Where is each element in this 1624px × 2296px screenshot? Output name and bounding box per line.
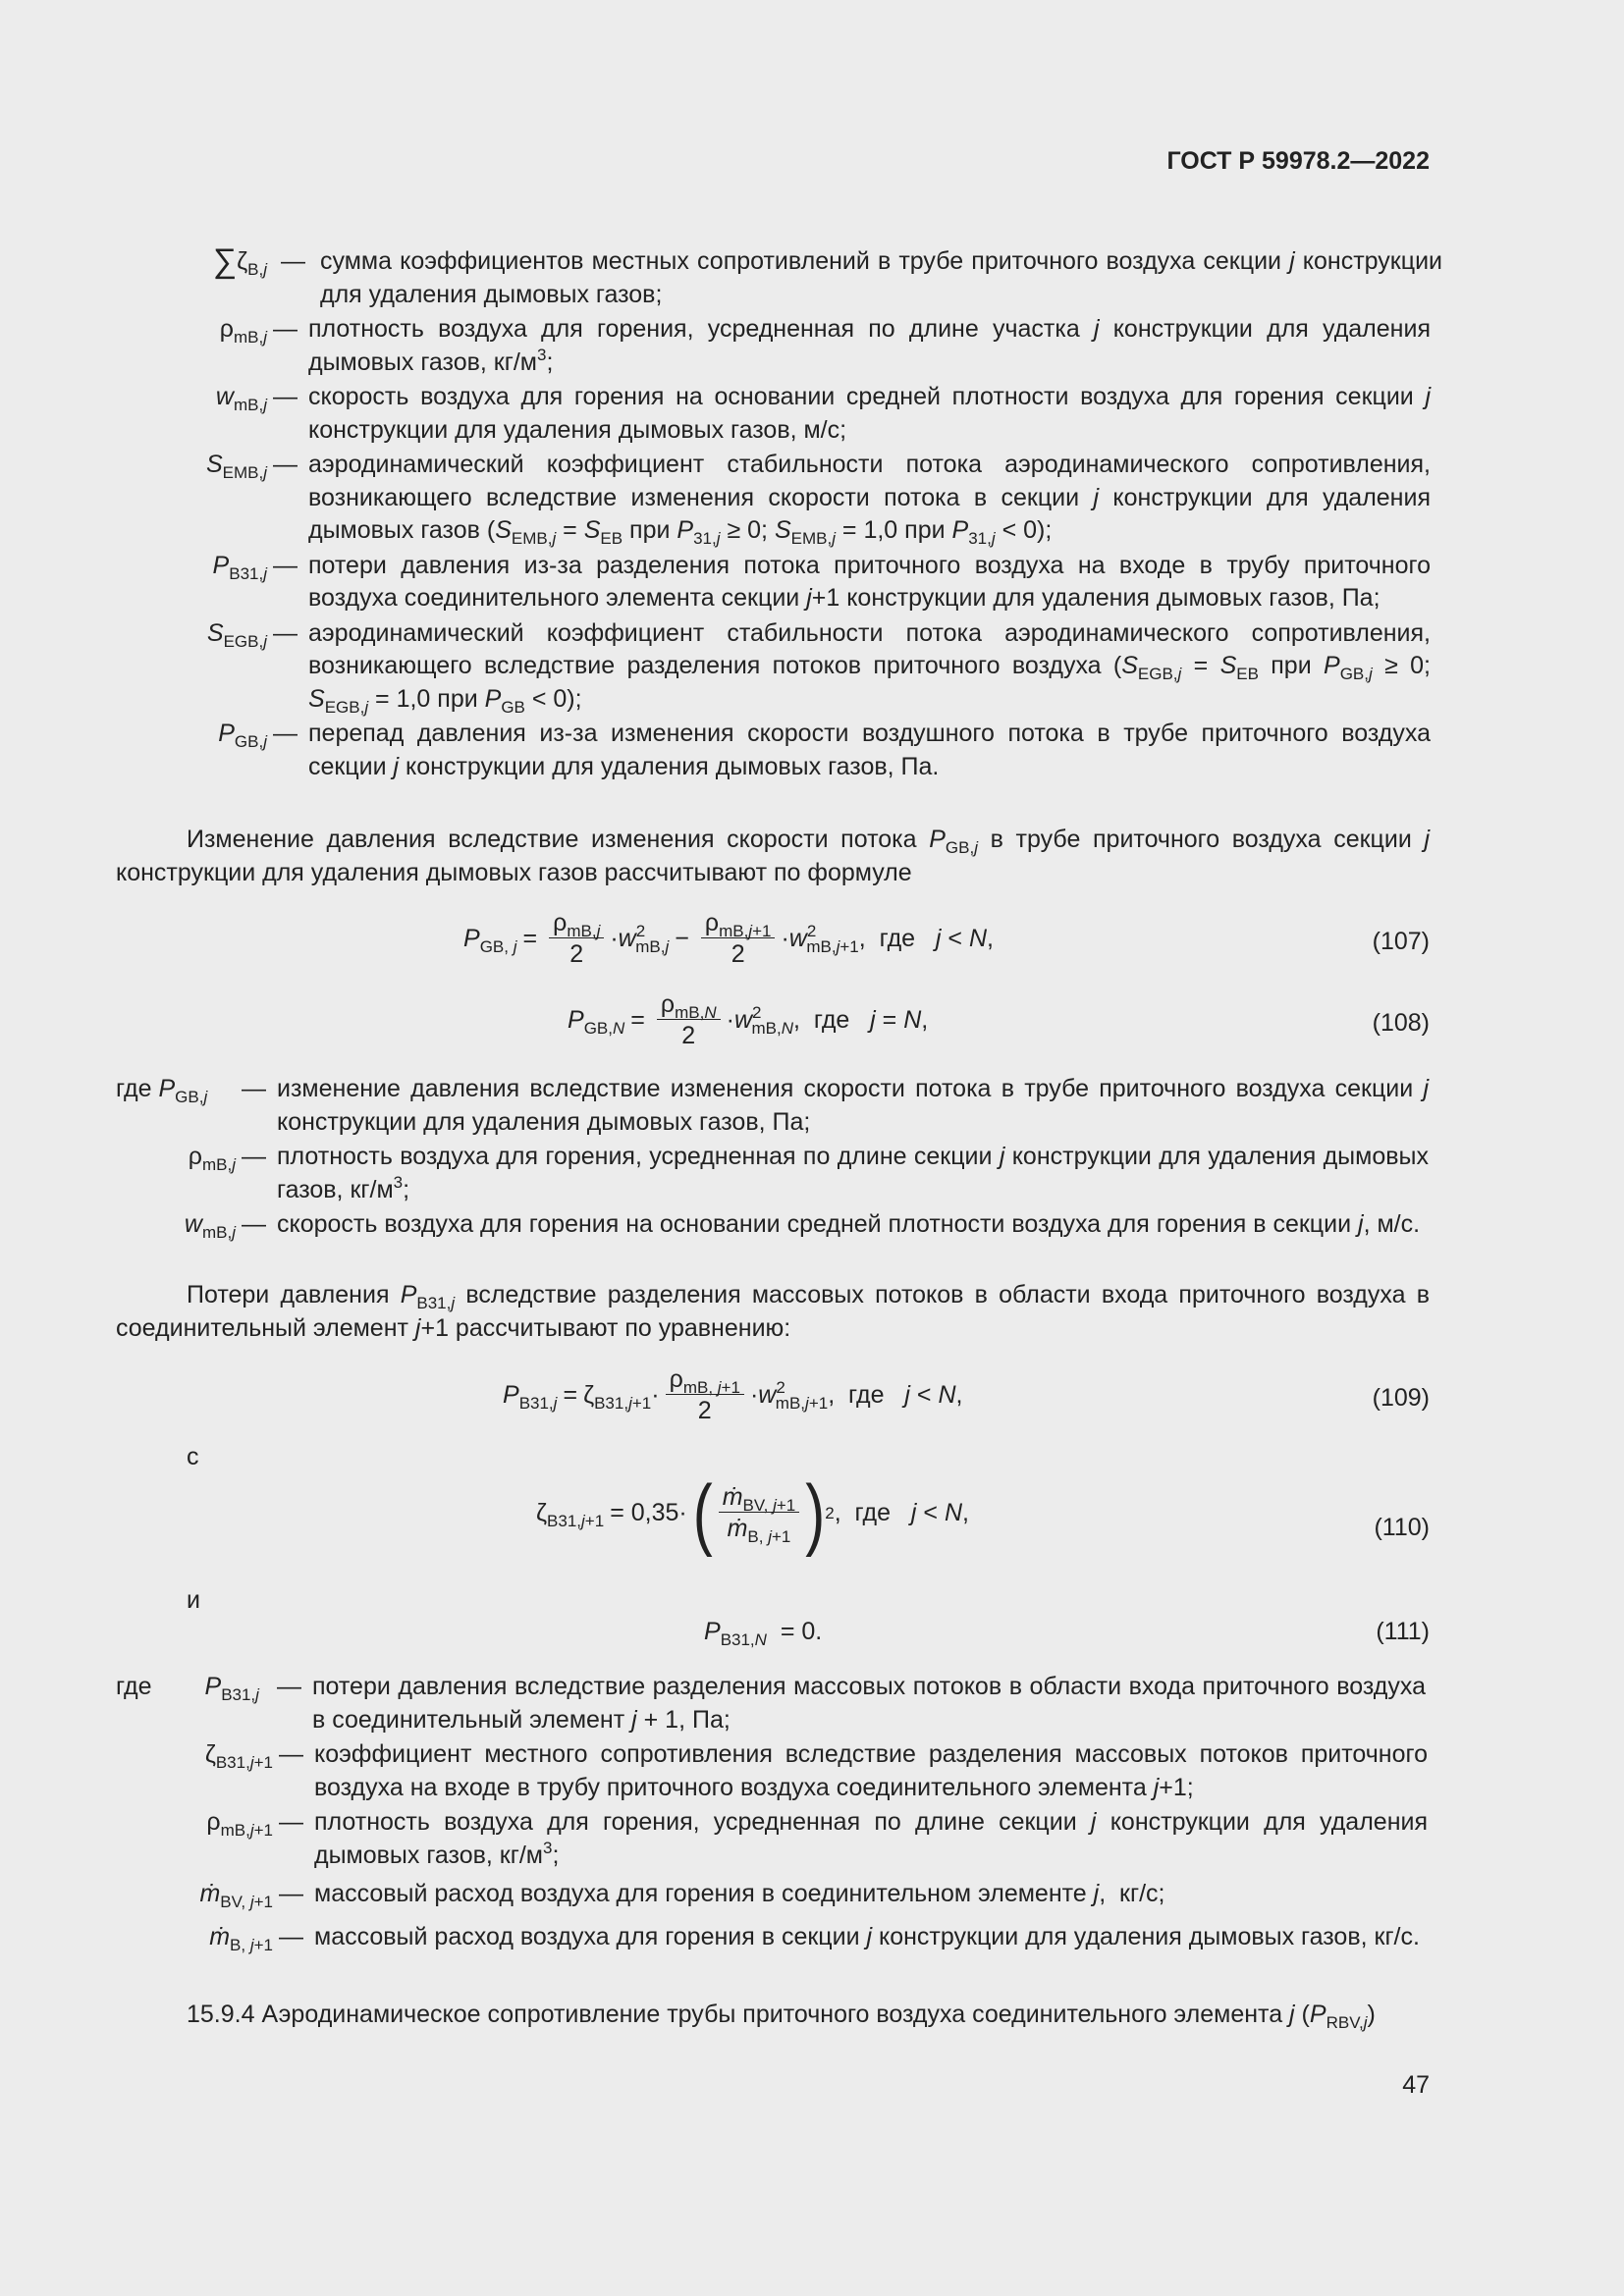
formula-107: $P_{GB, j}$ = $\frac{\rho_{mB,j}}{2}$ $\cdot w^2_{mB,j}$ − $\frac{\rho_{mB,j+1}}{2}$ $\cdot w^2_{mB,j+1}$, где j < N, (107) (463, 909, 1430, 968)
definition-item: $P_{B31,j}$ — потери давления из-за разделения потока приточного воздуха на входе в трубу приточного воздуха соединительного элемента секции j+1 конструкции для удаления дымовых газов, Па; (212, 551, 1431, 612)
formula-109: $P_{B31,j}$ = $\zeta_{B31,j+1}\cdot$ $\frac{\rho_{mB, j+1}}{2}$ $\cdot w^2_{mB,j+1}$, где j < N, (109) (503, 1365, 1430, 1424)
definition-item: $\sum\zeta_{B,j}$ — сумма коэффициентов местных сопротивлений в трубе приточного воздуха секции j конструкции для удаления дымовых газов; (0, 245, 1624, 311)
definition-item: где $P_{GB,j}$ — изменение давления вследствие изменения скорости потока в трубе приточного воздуха секции j конструкции для удаления дымовых газов, Па; (116, 1075, 1429, 1136)
formula-number: (109) (1372, 1384, 1430, 1412)
page-number: 47 (1402, 2071, 1430, 2099)
definitions-block-3 (0, 1671, 1624, 1955)
word-i: и (187, 1586, 200, 1614)
definition-item: $S_{EGB,j}$ — аэродинамический коэффициент стабильности потока аэродинамического сопротивления, возникающего вследствие разделения потоков приточного воздуха ($S_{EGB,j} = S_{EB}$ при $P_{GB,j} \ge 0$; $S_{EGB,j} = 1,0$ при $P_{GB} < 0$); (206, 618, 1431, 717)
def-symbol: $\sum\zeta_{B,j}$ (212, 242, 267, 280)
formula-111: $P_{B31,N} = 0$. (111) (704, 1618, 1430, 1649)
definition-item: $\zeta_{B31,j+1}$ — коэффициент местного сопротивления вследствие разделения массовых потоков приточного воздуха на входе в трубу приточного воздуха соединительного элемента j+1; (204, 1740, 1428, 1801)
definition-item: $S_{EMB,j}$ — аэродинамический коэффициент стабильности потока аэродинамического сопротивления, возникающего вследствие изменения скорости потока в секции j конструкции для удаления дымовых газов ($S_{EMB,j} = S_{EB}$ при $P_{31,j} \ge 0$; $S_{EMB,j} = 1,0$ при $P_{31,j} < 0$); (205, 451, 1431, 548)
definition-item: ṁ$_{B, j+1}$ — массовый расход воздуха для горения в секции j конструкции для удаления дымовых газов, кг/с. (209, 1922, 1420, 1954)
paragraph-2: Потери давления $P_{B31,j}$ вследствие разделения массовых потоков в области входа приточного воздуха в соединительный элемент j+1 рассчитывают по уравнению: (116, 1281, 1431, 1342)
word-c: с (187, 1443, 199, 1470)
definition-item: $w_{mB,j}$ — скорость воздуха для горения на основании средней плотности воздуха для горения в секции j, м/с. (184, 1210, 1421, 1242)
section-heading: 15.9.4 Аэродинамическое сопротивление трубы приточного воздуха соединительного элемента j $(P_{RBV,j})$ (187, 2001, 1376, 2032)
definitions-block-2 (0, 1073, 1624, 1244)
standard-header: ГОСТ Р 59978.2—2022 (1166, 147, 1430, 175)
formula-108: $P_{GB,N}$ = $\frac{\rho_{mB,N}}{2}$ $\cdot w^2_{mB,N}$, где j = N, (108) (568, 990, 1430, 1049)
definition-item: где $P_{B31,j}$ — потери давления вследствие разделения массовых потоков в области входа приточного воздуха в соединительный элемент j + 1, Па; (116, 1673, 1426, 1734)
definition-item: $\rho_{mB,j+1}$ — плотность воздуха для горения, усредненная по длине секции j конструкции для удаления дымовых газов, $кг/м^3$; (206, 1808, 1429, 1869)
definition-item: $\rho_{mB,j}$ — плотность воздуха для горения, усредненная по длине участка j конструкции для удаления дымовых газов, $кг/м^3$; (219, 315, 1431, 376)
formula-number: (110) (1374, 1514, 1430, 1541)
formula-number: (107) (1372, 928, 1430, 955)
paragraph-1: Изменение давления вследствие изменения скорости потока $P_{GB,j}$ в трубе приточного воздуха секции j конструкции для удаления дымовых газов рассчитывают по формуле (116, 826, 1431, 886)
definition-item: ṁ$_{BV, j+1}$ — массовый расход воздуха для горения в соединительном элементе j, кг/с; (199, 1880, 1165, 1911)
definition-item: $w_{mB,j}$ — скорость воздуха для горения на основании средней плотности воздуха для горения секции j конструкции для удаления дымовых газов, м/с; (215, 383, 1431, 444)
formula-number: (108) (1372, 1009, 1430, 1037)
definition-item: $\rho_{mB,j}$ — плотность воздуха для горения, усредненная по длине секции j конструкции для удаления дымовых газов, $кг/м^3$; (188, 1143, 1429, 1203)
def-description: сумма коэффициентов местных сопротивлений в трубе приточного воздуха секции j конструкции для удаления дымовых газов; (320, 247, 1442, 308)
definition-item: $P_{GB,j}$ — перепад давления из-за изменения скорости воздушного потока в трубе приточного воздуха секции j конструкции для удаления дымовых газов, Па. (218, 720, 1431, 780)
formula-number: (111) (1376, 1618, 1430, 1645)
formula-110: $\zeta_{B31,j+1}$ = 0,35· ( $\frac{ṁ_{BV, j+1}}{ṁ_{B, j+1}}$ ) 2 , где j < N, (110) (536, 1468, 1430, 1558)
definitions-block-1 (0, 242, 1624, 785)
